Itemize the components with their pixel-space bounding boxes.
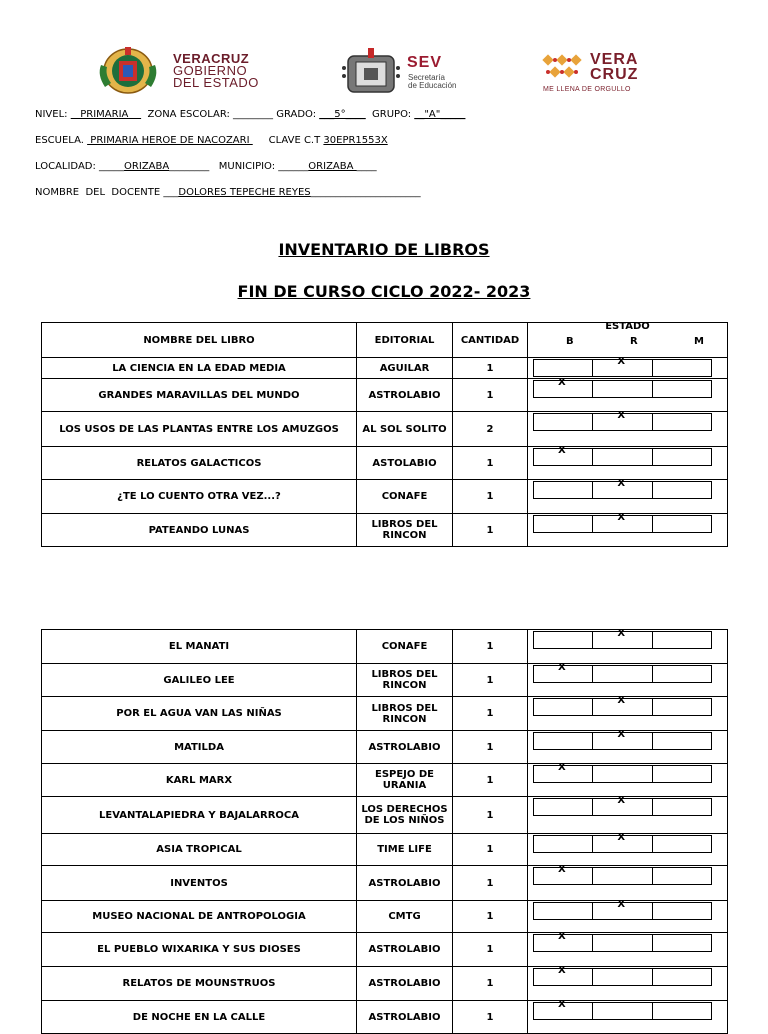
vera-logo-line2: CRUZ: [590, 66, 639, 83]
cell-cantidad: 1: [453, 664, 528, 697]
cell-estado: [528, 834, 728, 866]
municipio-tail: ____: [356, 161, 377, 172]
estado-box-m: [652, 934, 712, 952]
cell-editorial: LIBROS DEL RINCON: [357, 697, 453, 731]
estado-box-m: [652, 765, 712, 783]
sev-logo-sub1: Secretaría: [408, 73, 445, 82]
estado-box-r: [592, 832, 652, 853]
cell-estado: [528, 630, 728, 664]
cell-cantidad: 1: [453, 764, 528, 797]
cell-nombre: INVENTOS: [42, 866, 357, 901]
cell-editorial: ASTROLABIO: [357, 731, 453, 764]
header-estado-cell: [528, 323, 728, 358]
localidad-line: [35, 161, 377, 172]
estado-box-r: [592, 628, 652, 649]
cell-editorial: TIME LIFE: [357, 834, 453, 866]
cell-estado: [528, 731, 728, 764]
estado-box-b: [533, 762, 593, 783]
cell-cantidad: 2: [453, 412, 528, 447]
docente-line: [35, 187, 421, 198]
estado-box-m: [652, 732, 712, 750]
cell-estado: [528, 480, 728, 514]
estado-mark: X: [617, 410, 626, 421]
header-nombre: NOMBRE DEL LIBRO: [42, 323, 357, 358]
cell-nombre: EL PUEBLO WIXARIKA Y SUS DIOSES: [42, 933, 357, 967]
cell-editorial: CONAFE: [357, 630, 453, 664]
cell-nombre: GALILEO LEE: [42, 664, 357, 697]
estado-box-b: [533, 732, 593, 750]
escuela-value: PRIMARIA HEROE DE NACOZARI: [87, 135, 253, 146]
estado-mark: X: [617, 512, 626, 523]
cell-nombre: MATILDA: [42, 731, 357, 764]
estado-box-r: [592, 899, 652, 920]
zona-grado-label: ZONA ESCOLAR: ________ GRADO:: [141, 109, 320, 120]
nivel-label: NIVEL:: [35, 109, 71, 120]
cell-editorial: ASTOLABIO: [357, 447, 453, 480]
cell-nombre: ASIA TROPICAL: [42, 834, 357, 866]
table-row: [42, 379, 728, 412]
estado-box-m: [652, 665, 712, 683]
header-editorial: EDITORIAL: [357, 323, 453, 358]
cell-estado: [528, 697, 728, 731]
cell-estado: [528, 412, 728, 447]
estado-box-r: [592, 356, 652, 377]
estado-box-b: [533, 377, 593, 398]
escuela-line: [35, 135, 388, 146]
cell-cantidad: 1: [453, 1001, 528, 1034]
estado-box-b: [533, 631, 593, 649]
table-row: [42, 901, 728, 933]
sev-logo: [340, 48, 490, 96]
estado-box-r: [592, 380, 652, 398]
estado-box-r: [592, 1002, 652, 1020]
estado-mark: X: [558, 864, 566, 875]
estado-box-b: [533, 662, 593, 683]
estado-box-m: [652, 1002, 712, 1020]
cell-editorial: ASTROLABIO: [357, 379, 453, 412]
header-b: B: [566, 336, 574, 347]
table-header-row: [42, 323, 728, 358]
cell-nombre: DE NOCHE EN LA CALLE: [42, 1001, 357, 1034]
table-row: [42, 797, 728, 834]
cell-editorial: CONAFE: [357, 480, 453, 514]
cell-nombre: GRANDES MARAVILLAS DEL MUNDO: [42, 379, 357, 412]
estado-box-b: [533, 798, 593, 816]
escuela-label: ESCUELA.: [35, 135, 88, 146]
estado-box-b: [533, 445, 593, 466]
clave-label: CLAVE C.T: [252, 135, 324, 146]
estado-mark: X: [558, 931, 566, 942]
estado-box-m: [652, 515, 712, 533]
estado-box-r: [592, 448, 652, 466]
estado-box-r: [592, 695, 652, 716]
docente-tail: ______________________: [310, 187, 421, 198]
docente-label: NOMBRE DEL DOCENTE ___: [35, 187, 179, 198]
table-row: [42, 358, 728, 379]
estado-mark: X: [617, 356, 626, 367]
cell-cantidad: 1: [453, 731, 528, 764]
grupo-label: GRUPO:: [365, 109, 415, 120]
municipio-label: ________ MUNICIPIO: ______: [169, 161, 309, 172]
cell-estado: [528, 901, 728, 933]
estado-box-m: [652, 698, 712, 716]
cell-editorial: LIBROS DEL RINCON: [357, 514, 453, 547]
cell-cantidad: 1: [453, 901, 528, 933]
inventory-title: INVENTARIO DE LIBROS: [278, 240, 490, 259]
docente-value: DOLORES TEPECHE REYES: [178, 187, 311, 198]
cell-cantidad: 1: [453, 630, 528, 664]
cell-cantidad: 1: [453, 379, 528, 412]
estado-box-r: [592, 478, 652, 499]
estado-mark: X: [558, 999, 566, 1010]
estado-box-b: [533, 515, 593, 533]
gobierno-logo-line2: GOBIERNO: [173, 63, 248, 78]
cell-editorial: AGUILAR: [357, 358, 453, 379]
cell-nombre: RELATOS GALACTICOS: [42, 447, 357, 480]
table-row: [42, 1001, 728, 1034]
cell-estado: [528, 447, 728, 480]
table-row: [42, 866, 728, 901]
estado-box-b: [533, 864, 593, 885]
cell-cantidad: 1: [453, 797, 528, 834]
table-row: [42, 731, 728, 764]
estado-box-b: [533, 902, 593, 920]
estado-box-m: [652, 359, 712, 377]
cell-nombre: KARL MARX: [42, 764, 357, 797]
cell-nombre: LEVANTALAPIEDRA Y BAJALARROCA: [42, 797, 357, 834]
inventory-table-2: [41, 629, 728, 1034]
estado-mark: X: [617, 478, 626, 489]
estado-box-m: [652, 413, 712, 431]
table-row: [42, 514, 728, 547]
estado-mark: X: [617, 729, 626, 740]
estado-box-b: [533, 965, 593, 986]
cell-editorial: ASTROLABIO: [357, 933, 453, 967]
estado-box-b: [533, 698, 593, 716]
table-row: [42, 697, 728, 731]
cell-nombre: MUSEO NACIONAL DE ANTROPOLOGIA: [42, 901, 357, 933]
cell-cantidad: 1: [453, 967, 528, 1001]
cell-editorial: ASTROLABIO: [357, 866, 453, 901]
nivel-line: [35, 109, 465, 120]
table-row: [42, 447, 728, 480]
estado-mark: X: [617, 795, 626, 806]
estado-box-b: [533, 835, 593, 853]
sev-logo-title: SEV: [407, 54, 443, 71]
estado-mark: X: [558, 377, 566, 388]
estado-box-m: [652, 380, 712, 398]
clave-value: 30EPR1553X: [323, 135, 388, 146]
table-row: [42, 834, 728, 866]
estado-box-r: [592, 765, 652, 783]
sev-logo-sub2: de Educación: [408, 81, 457, 90]
veracruz-brand-logo: [542, 52, 667, 97]
cell-nombre: ¿TE LO CUENTO OTRA VEZ...?: [42, 480, 357, 514]
cell-estado: [528, 764, 728, 797]
cell-editorial: LIBROS DEL RINCON: [357, 664, 453, 697]
cell-estado: [528, 933, 728, 967]
cell-cantidad: 1: [453, 358, 528, 379]
cell-editorial: CMTG: [357, 901, 453, 933]
cell-cantidad: 1: [453, 866, 528, 901]
cell-editorial: ESPEJO DE URANIA: [357, 764, 453, 797]
estado-box-b: [533, 999, 593, 1020]
estado-box-m: [652, 631, 712, 649]
cell-cantidad: 1: [453, 514, 528, 547]
header-cantidad: CANTIDAD: [453, 323, 528, 358]
cell-editorial: ASTROLABIO: [357, 1001, 453, 1034]
cycle-title: FIN DE CURSO CICLO 2022- 2023: [237, 282, 531, 301]
cell-editorial: AL SOL SOLITO: [357, 412, 453, 447]
table-row: [42, 630, 728, 664]
cell-cantidad: 1: [453, 697, 528, 731]
veracruz-pattern-icon: [542, 54, 586, 82]
header-r: R: [630, 336, 638, 347]
cell-estado: [528, 797, 728, 834]
cell-cantidad: 1: [453, 834, 528, 866]
header-estado: ESTADO: [605, 321, 650, 332]
table-row: [42, 933, 728, 967]
table-row: [42, 764, 728, 797]
estado-mark: X: [558, 762, 566, 773]
cell-editorial: LOS DERECHOS DE LOS NIÑOS: [357, 797, 453, 834]
estado-box-b: [533, 413, 593, 431]
cell-estado: [528, 514, 728, 547]
estado-box-m: [652, 448, 712, 466]
localidad-value: ORIZABA: [124, 161, 170, 172]
estado-box-r: [592, 934, 652, 952]
estado-mark: X: [617, 899, 626, 910]
cell-cantidad: 1: [453, 447, 528, 480]
inventory-table-1: [41, 322, 728, 547]
cell-estado: [528, 664, 728, 697]
cell-nombre: RELATOS DE MOUNSTRUOS: [42, 967, 357, 1001]
estado-box-r: [592, 665, 652, 683]
estado-mark: X: [558, 965, 566, 976]
table-row: [42, 967, 728, 1001]
estado-mark: X: [617, 695, 626, 706]
estado-box-r: [592, 729, 652, 750]
header-m: M: [694, 336, 704, 347]
cell-nombre: POR EL AGUA VAN LAS NIÑAS: [42, 697, 357, 731]
localidad-label: LOCALIDAD: _____: [35, 161, 125, 172]
sev-shield-icon: [340, 48, 402, 96]
estado-box-m: [652, 798, 712, 816]
estado-box-r: [592, 512, 652, 533]
cell-nombre: EL MANATI: [42, 630, 357, 664]
estado-mark: X: [558, 445, 566, 456]
gobierno-logo-line3: DEL ESTADO: [173, 75, 259, 90]
table-row: [42, 480, 728, 514]
cell-nombre: LA CIENCIA EN LA EDAD MEDIA: [42, 358, 357, 379]
estado-box-r: [592, 795, 652, 816]
estado-box-b: [533, 931, 593, 952]
municipio-value: ORIZABA: [308, 161, 357, 172]
estado-box-b: [533, 359, 593, 377]
grupo-value: __"A"_____: [414, 109, 466, 120]
estado-mark: X: [558, 662, 566, 673]
cell-editorial: ASTROLABIO: [357, 967, 453, 1001]
estado-box-b: [533, 481, 593, 499]
estado-box-r: [592, 968, 652, 986]
cell-estado: [528, 1001, 728, 1034]
cell-estado: [528, 866, 728, 901]
grado-value: ___5°____: [319, 109, 366, 120]
cell-cantidad: 1: [453, 933, 528, 967]
table-row: [42, 664, 728, 697]
gobierno-logo-line1: VERACRUZ: [173, 51, 250, 66]
cell-estado: [528, 358, 728, 379]
estado-mark: X: [617, 832, 626, 843]
estado-box-m: [652, 902, 712, 920]
estado-box-m: [652, 481, 712, 499]
nivel-value: PRIMARIA: [70, 109, 142, 120]
estado-mark: X: [617, 628, 626, 639]
vera-logo-line1: VERA: [590, 51, 639, 68]
estado-box-m: [652, 968, 712, 986]
vera-logo-tagline: ME LLENA DE ORGULLO: [543, 86, 631, 93]
cell-nombre: PATEANDO LUNAS: [42, 514, 357, 547]
estado-box-m: [652, 835, 712, 853]
veracruz-coat-of-arms-icon: [95, 45, 161, 95]
cell-estado: [528, 967, 728, 1001]
gobierno-veracruz-logo: [95, 45, 285, 95]
estado-box-r: [592, 410, 652, 431]
estado-box-m: [652, 867, 712, 885]
cell-estado: [528, 379, 728, 412]
cell-cantidad: 1: [453, 480, 528, 514]
cell-nombre: LOS USOS DE LAS PLANTAS ENTRE LOS AMUZGOS: [42, 412, 357, 447]
table-row: [42, 412, 728, 447]
estado-box-r: [592, 867, 652, 885]
